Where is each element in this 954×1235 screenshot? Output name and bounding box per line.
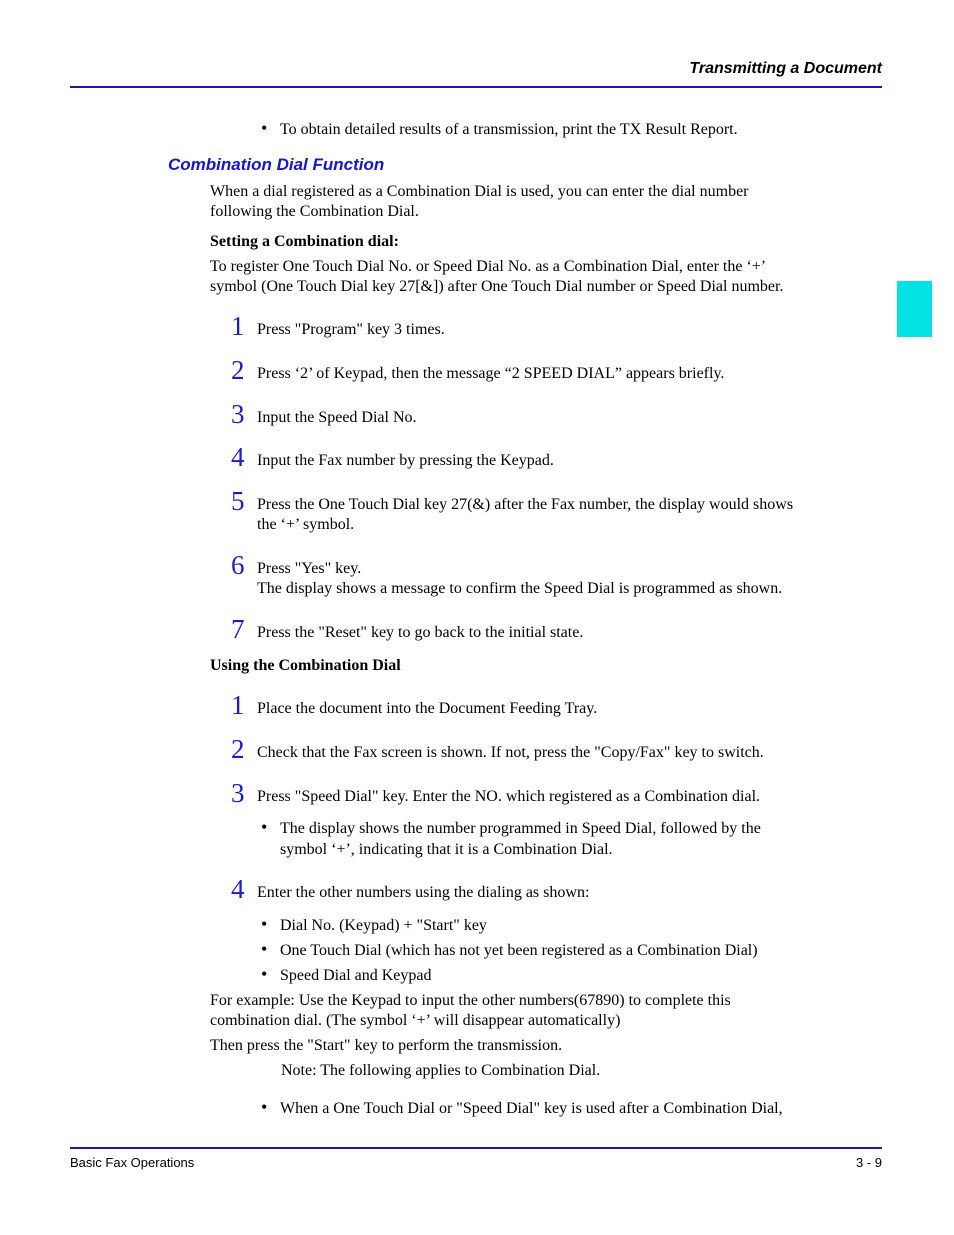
bullet-text: Dial No. (Keypad) + "Start" key <box>280 917 487 934</box>
setting-para-line-1: To register One Touch Dial No. or Speed Dial No. as a Combination Dial, enter the ‘+’ <box>210 258 767 275</box>
step-text: Place the document into the Document Feeding Tray. <box>257 700 598 717</box>
bullet-icon: • <box>261 939 268 959</box>
step-number: 5 <box>231 486 245 516</box>
step-text: Input the Speed Dial No. <box>257 409 417 426</box>
step-number: 2 <box>231 734 245 764</box>
bullet-icon: • <box>261 1097 268 1117</box>
step-number: 1 <box>231 311 245 341</box>
step-number: 3 <box>231 399 245 429</box>
footer-rule <box>70 1147 882 1149</box>
bullet-text: The display shows the number programmed in Speed Dial, followed by the <box>280 820 761 837</box>
step-text: Press the One Touch Dial key 27(&) after the Fax number, the display would shows <box>257 496 794 513</box>
step-text: Check that the Fax screen is shown. If not, press the "Copy/Fax" key to switch. <box>257 744 764 761</box>
setting-para-line-2: symbol (One Touch Dial key 27[&]) after One Touch Dial number or Speed Dial number. <box>210 278 784 295</box>
step-text: The display shows a message to confirm the Speed Dial is programmed as shown. <box>257 580 783 597</box>
bullet-text: Speed Dial and Keypad <box>280 967 432 984</box>
step-text: Press the "Reset" key to go back to the initial state. <box>257 624 584 641</box>
step-text: the ‘+’ symbol. <box>257 516 355 533</box>
step-number: 2 <box>231 355 245 385</box>
step-text: Press "Yes" key. <box>257 560 362 577</box>
bullet-text: When a One Touch Dial or "Speed Dial" key is used after a Combination Dial, <box>280 1100 783 1117</box>
step-text: Press "Program" key 3 times. <box>257 321 445 338</box>
last-bullet <box>261 1097 783 1119</box>
step-text: Press ‘2’ of Keypad, then the message “2 SPEED DIAL” appears briefly. <box>257 365 725 382</box>
bullet-icon: • <box>261 914 268 934</box>
note-line: Note: The following applies to Combination Dial. <box>281 1062 601 1079</box>
bullet-icon: • <box>261 817 268 837</box>
step4-bullet <box>261 939 758 961</box>
then-line: Then press the "Start" key to perform the transmission. <box>210 1037 563 1054</box>
step-number: 7 <box>231 614 245 644</box>
step-number: 6 <box>231 550 245 580</box>
intro-bullet-text: To obtain detailed results of a transmission, print the TX Result Report. <box>280 121 738 138</box>
step-number: 1 <box>231 690 245 720</box>
step-text: Enter the other numbers using the dialing as shown: <box>257 884 590 901</box>
step-number: 4 <box>231 442 245 472</box>
bullet-icon: • <box>261 118 268 138</box>
example-line-2: combination dial. (The symbol ‘+’ will disappear automatically) <box>210 1012 621 1029</box>
example-line-1: For example: Use the Keypad to input the other numbers(67890) to complete this <box>210 992 731 1009</box>
setting-heading: Setting a Combination dial: <box>210 233 399 250</box>
step4-bullet <box>261 914 487 936</box>
page-header-title: Transmitting a Document <box>689 60 882 77</box>
intro-para-line-1: When a dial registered as a Combination Dial is used, you can enter the dial number <box>210 183 749 200</box>
intro-para-line-2: following the Combination Dial. <box>210 203 419 220</box>
bullet-text: One Touch Dial (which has not yet been registered as a Combination Dial) <box>280 942 758 959</box>
chapter-side-tab <box>897 281 932 337</box>
step3-bullet-cont: symbol ‘+’, indicating that it is a Combination Dial. <box>280 841 613 858</box>
step3-bullet <box>261 817 761 839</box>
footer-page-number: 3 - 9 <box>855 1155 882 1170</box>
bullet-icon: • <box>261 964 268 984</box>
using-heading: Using the Combination Dial <box>210 657 401 674</box>
header-rule <box>70 86 882 88</box>
step4-bullet <box>261 964 432 986</box>
intro-bullet <box>261 118 738 140</box>
footer-left: Basic Fax Operations <box>70 1155 195 1170</box>
step-text: Input the Fax number by pressing the Keypad. <box>257 452 554 469</box>
step-text: Press "Speed Dial" key. Enter the NO. which registered as a Combination dial. <box>257 788 761 805</box>
step-number: 3 <box>231 778 245 808</box>
section-title: Combination Dial Function <box>168 155 385 174</box>
step-number: 4 <box>231 874 245 904</box>
